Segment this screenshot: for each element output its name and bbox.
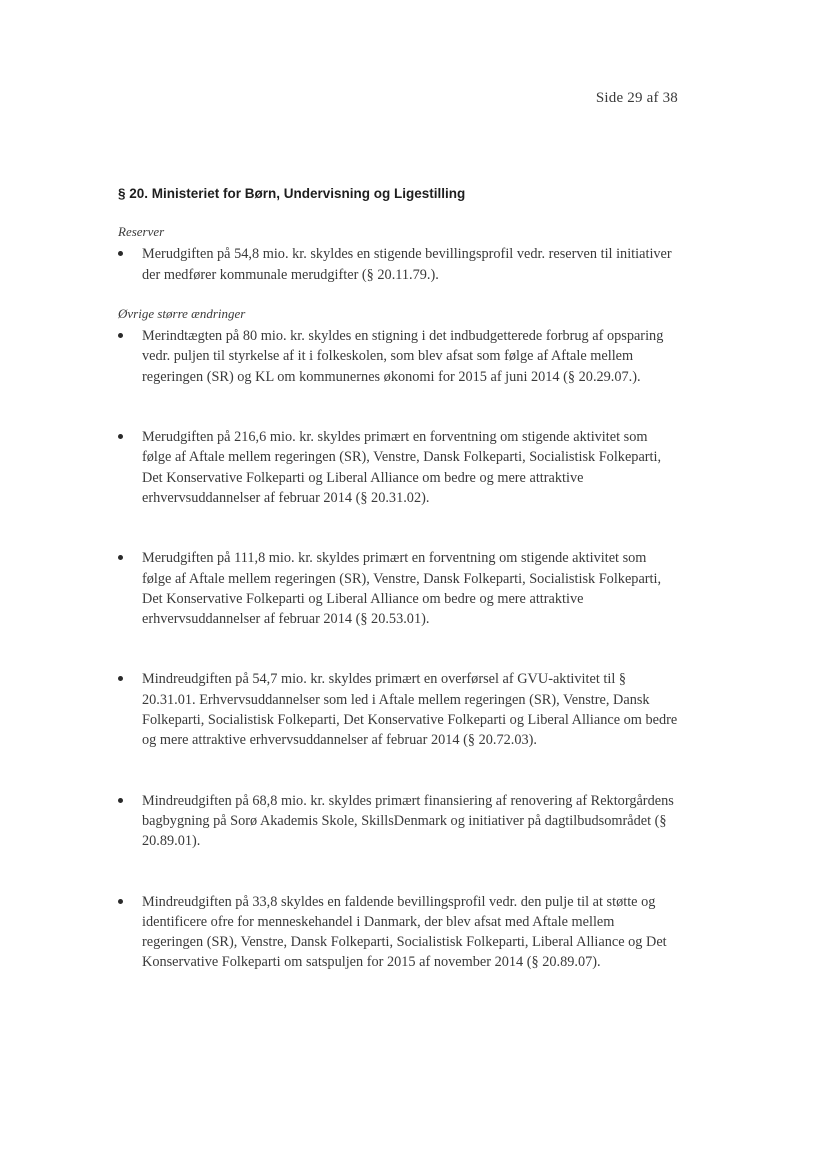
list-item [118,244,678,285]
list-item-text: Merudgiften på 216,6 mio. kr. skyldes primært en forventning om stigende aktivitet som følge af Aftale mellem regeringen (SR), Venstre, Dansk Folkeparti, Socialistisk Folkeparti, Det Konservative Folkeparti og Liberal Alliance om bedre og mere attraktive erhvervsuddannelser af februar 2014 (§ 20.31.02). [142,429,662,506]
list-item [118,326,678,387]
page-number: Side 29 af 38 [595,90,678,106]
document-body [118,222,678,973]
section-title: § 20. Ministeriet for Børn, Undervisning og Ligestilling [118,186,466,201]
reserver-group [118,222,678,285]
list-item-text: Merindtægten på 80 mio. kr. skyldes en stigning i det indbudgetterede forbrug af opsparing vedr. puljen til styrkelse af it i folkeskolen, som blev afsat som følge af Aftale mellem regeringen (SR) og KL om kommunernes økonomi for 2015 af juni 2014 (§ 20.29.07.). [142,328,664,385]
bullet-icon [118,251,123,256]
subheading-reserver: Reserver [118,224,165,239]
list-item-text: Mindreudgiften på 68,8 mio. kr. skyldes primært finansiering af renovering af Rektorgårdens bagbygning på Sorø Akademis Skole, SkillsDenmark og initiativer på dagtilbudsområdet (§ 20.89.01). [142,792,674,850]
list-item [118,892,678,973]
list-item [118,427,678,508]
list-item [118,669,678,750]
list-item-text: Mindreudgiften på 33,8 skyldes en faldende bevillingsprofil vedr. den pulje til at støtte og identificere ofre for menneskehandel i Danmark, der blev afsat med Aftale mellem regeringen (SR), Venstre, Dansk Folkeparti, Socialistisk Folkeparti, Liberal Alliance og Det Konservative Folkeparti om satspuljen for 2015 af november 2014 (§ 20.89.07). [142,893,667,971]
ovrige-group [118,304,678,973]
bullet-icon [118,333,123,338]
list-item-text: Merudgiften på 111,8 mio. kr. skyldes primært en forventning om stigende aktivitet som følge af Aftale mellem regeringen (SR), Venstre, Dansk Folkeparti, Socialistisk Folkeparti, Det Konservative Folkeparti og Liberal Alliance om bedre og mere attraktive erhvervsuddannelser af februar 2014 (§ 20.53.01). [142,550,662,628]
ovrige-list [118,326,678,973]
bullet-icon [118,899,123,904]
list-item-text: Mindreudgiften på 54,7 mio. kr. skyldes primært en overførsel af GVU-aktivitet til § 20.31.01. Erhvervsuddannelser som led i Aftale mellem regeringen (SR), Venstre, Dansk Folkeparti, Socialistisk Folkeparti, Det Konservative Folkeparti og Liberal Alliance om bedre og mere attraktive erhvervsuddannelser af februar 2014 (§ 20.72.03). [142,671,678,749]
list-item [118,791,678,852]
list-item [118,548,678,629]
subheading-ovrige: Øvrige større ændringer [118,305,246,321]
reserver-list [118,244,678,285]
bullet-icon [118,555,123,560]
bullet-icon [118,434,123,439]
bullet-icon [118,798,123,803]
bullet-icon [118,676,123,681]
list-item-text: Merudgiften på 54,8 mio. kr. skyldes en stigende bevillingsprofil vedr. reserven til initiativer der medfører kommunale merudgifter (§ 20.11.79.). [142,246,672,283]
